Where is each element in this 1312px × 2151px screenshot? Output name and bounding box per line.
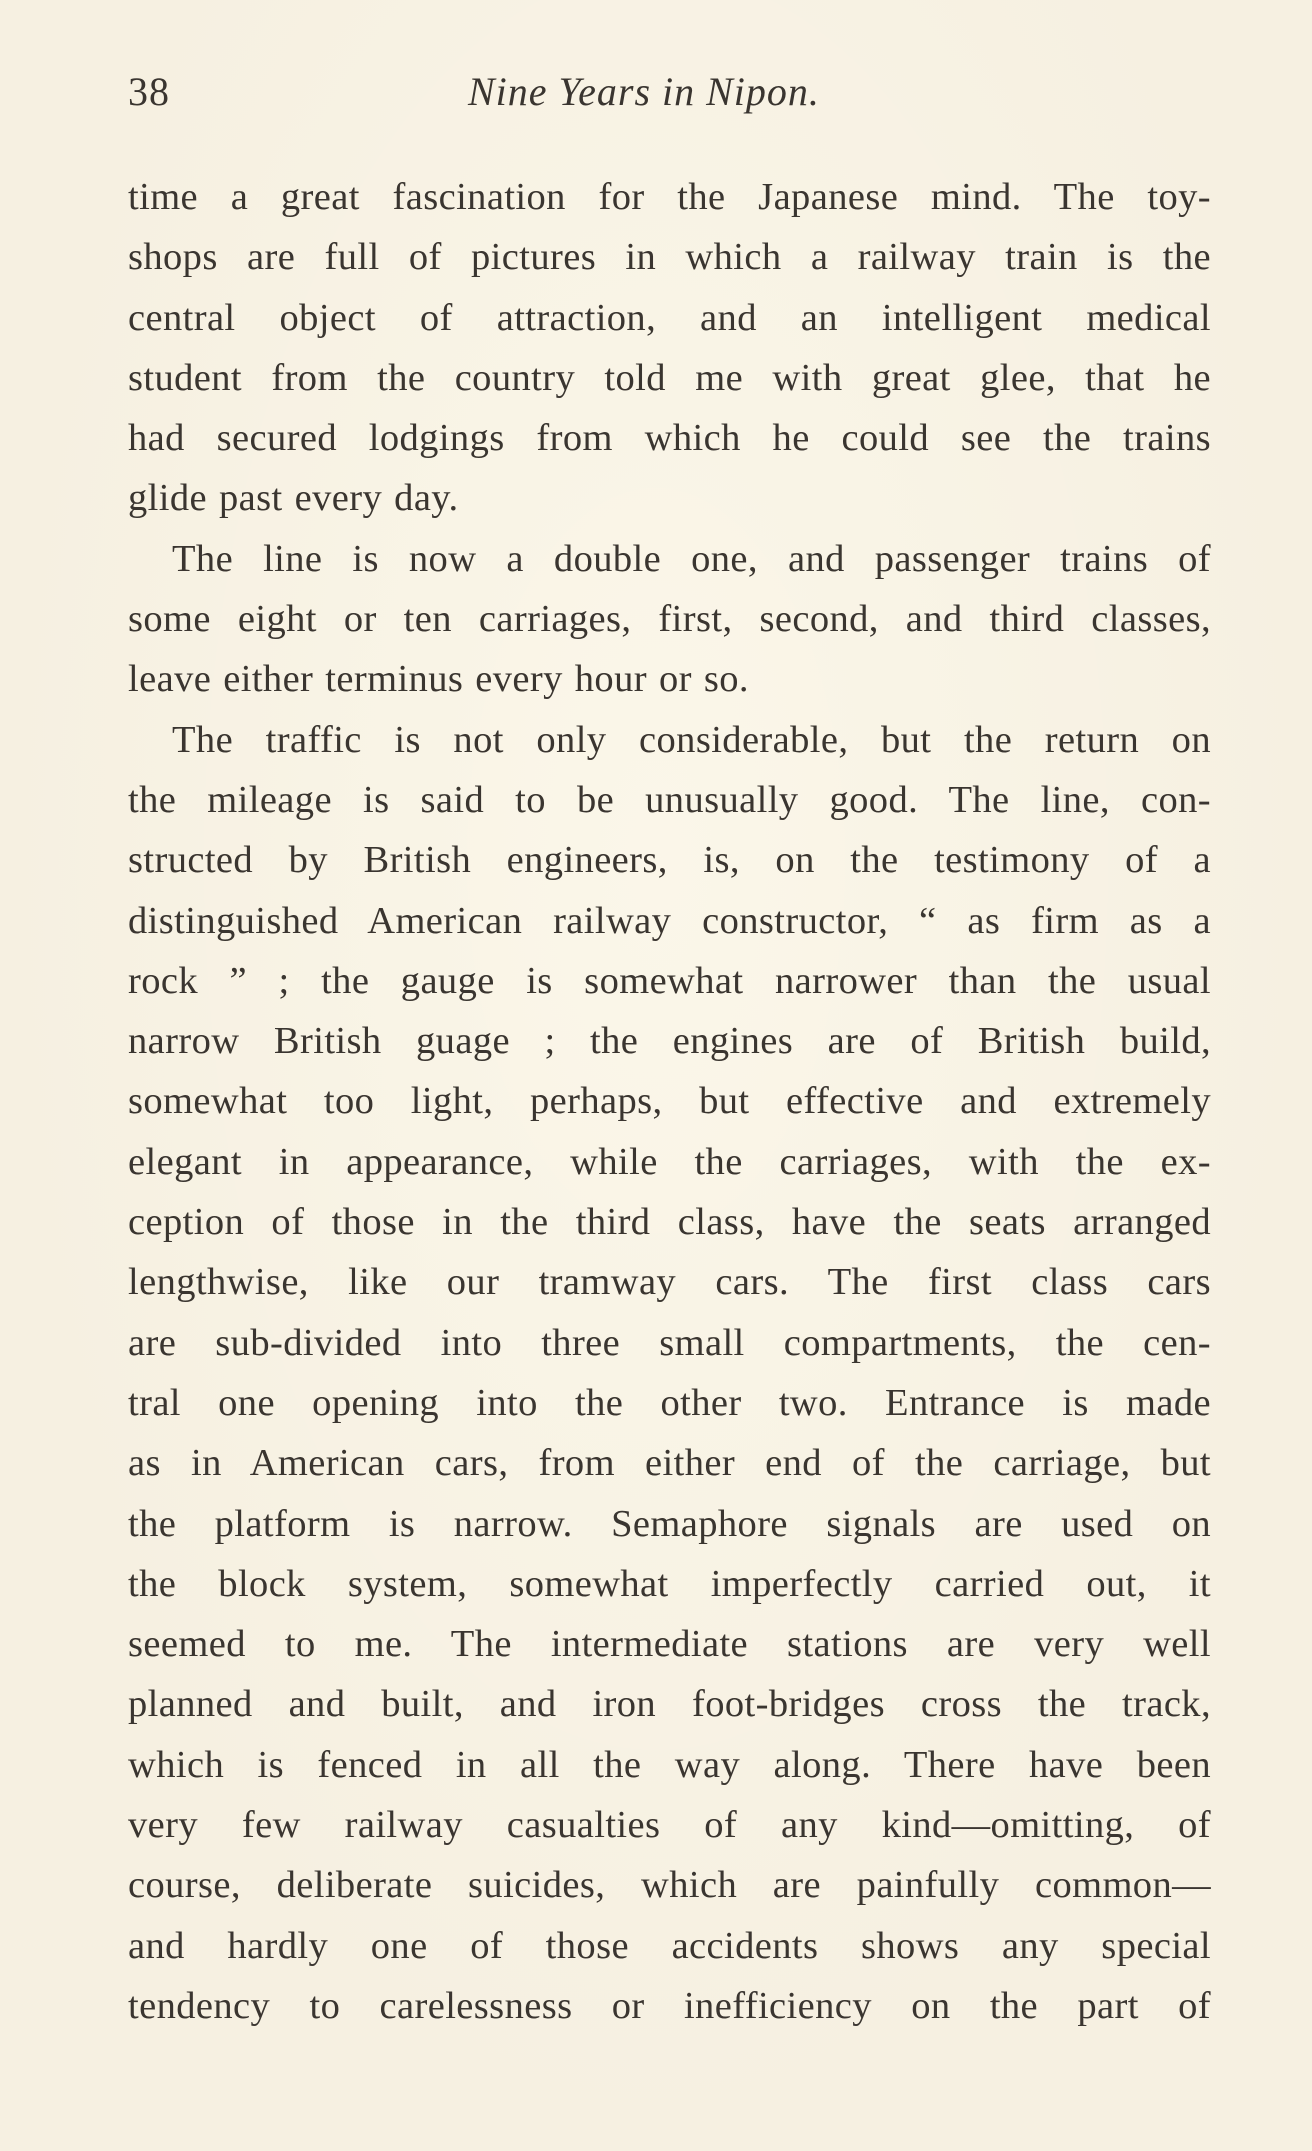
text-line: ception of those in the third class, have the seats arranged xyxy=(128,1201,1211,1244)
page-header xyxy=(128,62,1208,122)
text-line: time a great fascination for the Japanese mind. The toy- xyxy=(128,176,1211,218)
text-line: student from the country told me with great glee, that he xyxy=(128,356,1211,399)
text-line: structed by British engineers, is, on the testimony of a xyxy=(128,839,1211,882)
text-line: tendency to carelessness or inefficiency on the part of xyxy=(128,1984,1211,2027)
text-line: glide past every day. xyxy=(128,477,459,520)
text-line: somewhat too light, perhaps, but effective and extremely xyxy=(128,1080,1211,1123)
text-line: narrow British guage ; the engines are of British build, xyxy=(128,1020,1211,1063)
text-line: elegant in appearance, while the carriages, with the ex- xyxy=(128,1140,1211,1183)
text-line: shops are full of pictures in which a railway train is the xyxy=(128,236,1211,279)
text-line: had secured lodgings from which he could see the trains xyxy=(128,417,1211,460)
text-line: central object of attraction, and an intelligent medical xyxy=(128,296,1211,339)
page-number: 38 xyxy=(128,69,170,114)
text-line: planned and built, and iron foot-bridges cross the track, xyxy=(128,1683,1211,1726)
text-line: the block system, somewhat imperfectly carried out, it xyxy=(128,1562,1211,1605)
text-line: are sub-divided into three small compartments, the cen- xyxy=(128,1321,1211,1364)
text-line: as in American cars, from either end of the carriage, but xyxy=(128,1442,1211,1485)
text-line: the platform is narrow. Semaphore signals are used on xyxy=(128,1502,1211,1545)
text-line: which is fenced in all the way along. There have been xyxy=(128,1743,1211,1786)
text-line: The traffic is not only considerable, but the return on xyxy=(172,718,1211,761)
text-line: some eight or ten carriages, first, second, and third classes, xyxy=(128,598,1211,641)
text-line: lengthwise, like our tramway cars. The first class cars xyxy=(128,1261,1211,1304)
text-line: seemed to me. The intermediate stations are very well xyxy=(128,1623,1211,1666)
text-line: and hardly one of those accidents shows any special xyxy=(128,1924,1211,1967)
text-line: very few railway casualties of any kind—omitting, of xyxy=(128,1804,1211,1847)
text-line: leave either terminus every hour or so. xyxy=(128,658,749,701)
text-line: the mileage is said to be unusually good. The line, con- xyxy=(128,778,1211,821)
text-line: tral one opening into the other two. Entrance is made xyxy=(128,1381,1211,1424)
text-line: course, deliberate suicides, which are painfully common— xyxy=(128,1864,1211,1907)
body-text xyxy=(128,167,1211,2036)
running-title: Nine Years in Nipon. xyxy=(468,69,820,114)
text-line: The line is now a double one, and passenger trains of xyxy=(172,537,1211,580)
text-line: rock ” ; the gauge is somewhat narrower than the usual xyxy=(128,959,1211,1002)
text-line: distinguished American railway constructor, “ as firm as a xyxy=(128,899,1211,942)
